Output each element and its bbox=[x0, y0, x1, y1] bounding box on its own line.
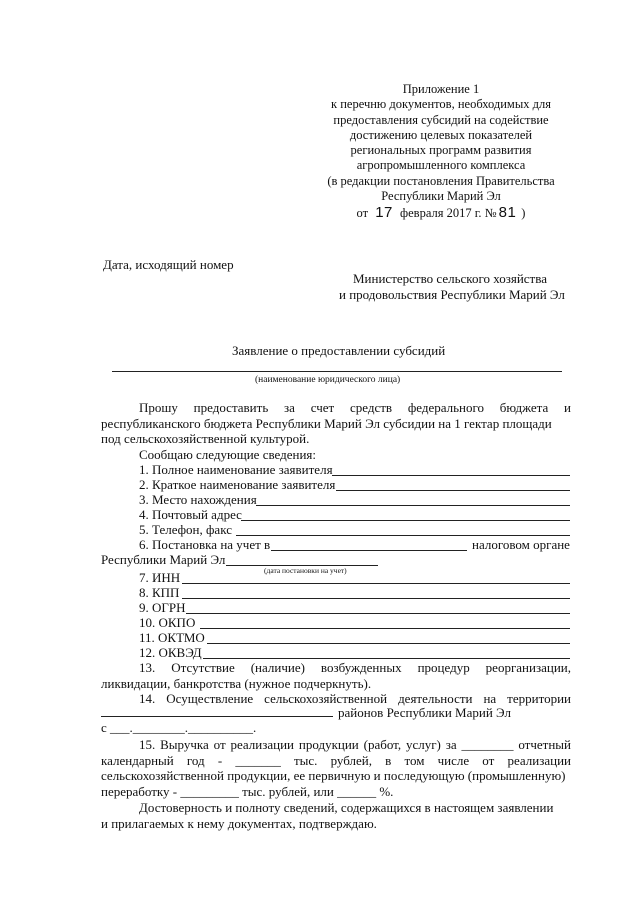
item-revenue-line-4: переработку - _________ тыс. рублей, или ______ %. bbox=[101, 784, 394, 799]
item-activity-line-1: 14. Осуществление сельскохозяйственной деятельности на территории bbox=[139, 691, 571, 706]
activity-start-date-field[interactable]: с ___.________.__________. bbox=[101, 720, 257, 735]
item-procedures-line-2: ликвидации, банкротства (нужное подчеркнуть). bbox=[101, 676, 372, 691]
date-middle: февраля 2017 г. № bbox=[400, 206, 497, 221]
tax-authority-field[interactable] bbox=[271, 550, 467, 551]
appendix-line: региональных программ развития bbox=[350, 143, 532, 158]
item-location-label: 3. Место нахождения bbox=[139, 492, 257, 507]
item-oktmo-label: 11. ОКТМО bbox=[139, 630, 205, 645]
postal-address-field[interactable] bbox=[241, 520, 570, 521]
item-kpp-label: 8. КПП bbox=[139, 585, 180, 600]
document-title: Заявление о предоставлении субсидий bbox=[232, 343, 446, 358]
appendix-date-line bbox=[300, 205, 582, 221]
item-full-name-label: 1. Полное наименование заявителя bbox=[139, 462, 333, 477]
kpp-field[interactable] bbox=[182, 598, 570, 599]
ogrn-field[interactable] bbox=[186, 613, 570, 614]
inn-field[interactable] bbox=[182, 583, 570, 584]
item-revenue-line-2: календарный год - _______ тыс. рублей, в том числе от реализации bbox=[101, 753, 571, 768]
date-prefix: от bbox=[356, 206, 369, 221]
full-name-field[interactable] bbox=[332, 475, 570, 476]
appendix-line: агропромышленного комплекса bbox=[356, 158, 526, 173]
item-activity-line-2: районов Республики Марий Эл bbox=[338, 705, 511, 720]
item-inn-label: 7. ИНН bbox=[139, 570, 181, 585]
item-tax-registration-label-2: налоговом органе bbox=[472, 537, 570, 552]
item-revenue-line-3: сельскохозяйственной продукции, ее первичную и последующую (промышленную) bbox=[101, 768, 566, 783]
item-okved-label: 12. ОКВЭД bbox=[139, 645, 202, 660]
date-day: 17 bbox=[375, 204, 393, 222]
item-revenue-line-1: 15. Выручка от реализации продукции (работ, услуг) за ________ отчетный bbox=[139, 737, 571, 752]
appendix-line: к перечню документов, необходимых для bbox=[331, 97, 551, 112]
districts-field[interactable] bbox=[101, 716, 333, 717]
item-tax-registration-label-3: Республики Марий Эл bbox=[101, 552, 226, 567]
oktmo-field[interactable] bbox=[207, 643, 570, 644]
okpo-field[interactable] bbox=[200, 628, 570, 629]
item-tax-registration-label: 6. Постановка на учет в bbox=[139, 537, 271, 552]
appendix-header bbox=[300, 82, 582, 222]
registration-date-caption: (дата постановки на учет) bbox=[264, 566, 347, 575]
item-okpo-label: 10. ОКПО bbox=[139, 615, 196, 630]
item-ogrn-label: 9. ОГРН bbox=[139, 600, 186, 615]
addressee-line-1: Министерство сельского хозяйства bbox=[353, 271, 547, 286]
report-intro: Сообщаю следующие сведения: bbox=[139, 447, 317, 462]
item-short-name-label: 2. Краткое наименование заявителя bbox=[139, 477, 336, 492]
appendix-line: (в редакции постановления Правительства bbox=[327, 173, 555, 188]
entity-name-field[interactable] bbox=[112, 371, 562, 372]
date-outgoing-label: Дата, исходящий номер bbox=[103, 257, 234, 272]
date-number: 81 bbox=[498, 204, 517, 222]
okved-field[interactable] bbox=[203, 658, 570, 659]
closing-line-1: Достоверность и полноту сведений, содержащихся в настоящем заявлении bbox=[139, 800, 554, 815]
phone-fax-field[interactable] bbox=[236, 535, 570, 536]
appendix-line: предоставления субсидий на содействие bbox=[333, 112, 549, 127]
item-procedures-line-1: 13. Отсутствие (наличие) возбужденных процедур реорганизации, bbox=[139, 660, 571, 675]
intro-line-1: Прошу предоставить за счет средств федерального бюджета и bbox=[139, 400, 571, 415]
intro-line-2: республиканского бюджета Республики Марий Эл субсидии на 1 гектар площади bbox=[101, 416, 552, 431]
appendix-line: достижению целевых показателей bbox=[349, 127, 533, 142]
appendix-line: Приложение 1 bbox=[402, 82, 480, 96]
appendix-line: Республики Марий Эл bbox=[381, 189, 501, 204]
item-postal-address-label: 4. Почтовый адрес bbox=[139, 507, 242, 522]
closing-line-2: и прилагаемых к нему документах, подтверждаю. bbox=[101, 816, 377, 831]
short-name-field[interactable] bbox=[336, 490, 570, 491]
intro-line-3: под сельскохозяйственной культурой. bbox=[101, 431, 310, 446]
location-field[interactable] bbox=[256, 505, 570, 506]
date-suffix: ) bbox=[521, 206, 526, 221]
addressee-line-2: и продовольствия Республики Марий Эл bbox=[339, 287, 565, 302]
entity-name-caption: (наименование юридического лица) bbox=[255, 375, 401, 385]
item-phone-fax-label: 5. Телефон, факс bbox=[139, 522, 232, 537]
